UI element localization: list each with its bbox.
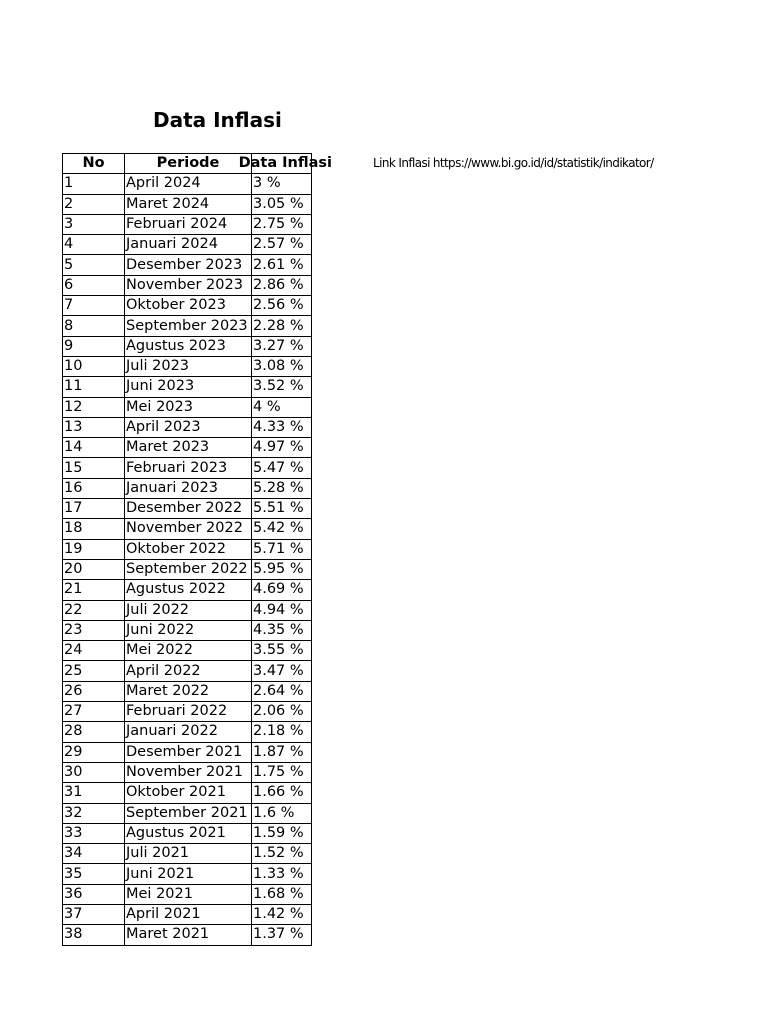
cell-no: 5 [63, 255, 125, 275]
cell-inflasi: 1.42 % [252, 904, 312, 924]
cell-no: 34 [63, 844, 125, 864]
cell-no: 13 [63, 417, 125, 437]
cell-periode: September 2021 [125, 803, 252, 823]
cell-inflasi: 2.18 % [252, 722, 312, 742]
table-row [63, 661, 312, 681]
cell-periode: April 2024 [125, 174, 252, 194]
cell-inflasi: 2.75 % [252, 214, 312, 234]
table-body [63, 174, 312, 945]
table-row [63, 417, 312, 437]
cell-no: 36 [63, 884, 125, 904]
cell-periode: Juni 2022 [125, 620, 252, 640]
cell-inflasi: 2.06 % [252, 702, 312, 722]
inflation-table [62, 153, 332, 946]
cell-inflasi: 4.94 % [252, 600, 312, 620]
table-row [63, 904, 312, 924]
table-row [63, 214, 312, 234]
cell-inflasi: 2.56 % [252, 296, 312, 316]
header-periode: Periode [125, 154, 252, 174]
cell-no: 16 [63, 478, 125, 498]
cell-no: 38 [63, 925, 125, 945]
cell-periode: Juli 2022 [125, 600, 252, 620]
table-row [63, 296, 312, 316]
cell-inflasi: 1.75 % [252, 762, 312, 782]
cell-periode: Februari 2024 [125, 214, 252, 234]
cell-periode: Februari 2023 [125, 458, 252, 478]
cell-periode: Agustus 2023 [125, 336, 252, 356]
cell-periode: Juli 2021 [125, 844, 252, 864]
cell-periode: Desember 2021 [125, 742, 252, 762]
cell-periode: Januari 2022 [125, 722, 252, 742]
cell-no: 8 [63, 316, 125, 336]
cell-inflasi: 1.66 % [252, 783, 312, 803]
cell-periode: Mei 2021 [125, 884, 252, 904]
header-no: No [63, 154, 125, 174]
cell-no: 18 [63, 519, 125, 539]
table-row [63, 620, 312, 640]
cell-periode: Maret 2022 [125, 681, 252, 701]
cell-periode: Desember 2023 [125, 255, 252, 275]
cell-inflasi: 5.47 % [252, 458, 312, 478]
link-url[interactable]: https://www.bi.go.id/id/statistik/indikator/ [432, 156, 654, 170]
cell-periode: Januari 2023 [125, 478, 252, 498]
table-row [63, 722, 312, 742]
table-row [63, 174, 312, 194]
table-row [63, 702, 312, 722]
cell-inflasi: 5.71 % [252, 539, 312, 559]
cell-no: 23 [63, 620, 125, 640]
cell-no: 35 [63, 864, 125, 884]
table-row [63, 783, 312, 803]
cell-periode: Januari 2024 [125, 235, 252, 255]
table-row [63, 641, 312, 661]
cell-inflasi: 3.47 % [252, 661, 312, 681]
table-row [63, 681, 312, 701]
table-row [63, 925, 312, 945]
cell-no: 21 [63, 580, 125, 600]
cell-inflasi: 3.52 % [252, 377, 312, 397]
cell-periode: November 2023 [125, 275, 252, 295]
cell-inflasi: 5.95 % [252, 559, 312, 579]
cell-periode: September 2022 [125, 559, 252, 579]
table-row [63, 235, 312, 255]
table-row [63, 194, 312, 214]
cell-no: 1 [63, 174, 125, 194]
cell-periode: April 2021 [125, 904, 252, 924]
table-row [63, 539, 312, 559]
cell-inflasi: 5.51 % [252, 499, 312, 519]
table-row [63, 844, 312, 864]
cell-no: 14 [63, 438, 125, 458]
cell-periode: Maret 2023 [125, 438, 252, 458]
cell-no: 33 [63, 823, 125, 843]
cell-no: 6 [63, 275, 125, 295]
table-row [63, 884, 312, 904]
table-row [63, 823, 312, 843]
cell-periode: Maret 2024 [125, 194, 252, 214]
cell-periode: Oktober 2023 [125, 296, 252, 316]
cell-inflasi: 4 % [252, 397, 312, 417]
cell-no: 20 [63, 559, 125, 579]
cell-periode: April 2022 [125, 661, 252, 681]
cell-inflasi: 1.52 % [252, 844, 312, 864]
cell-inflasi: 5.42 % [252, 519, 312, 539]
table-row [63, 519, 312, 539]
table-row [63, 316, 312, 336]
cell-inflasi: 1.37 % [252, 925, 312, 945]
cell-inflasi: 4.97 % [252, 438, 312, 458]
cell-no: 2 [63, 194, 125, 214]
cell-inflasi: 3.08 % [252, 356, 312, 376]
table-row [63, 803, 312, 823]
table-row [63, 864, 312, 884]
cell-no: 22 [63, 600, 125, 620]
cell-no: 29 [63, 742, 125, 762]
cell-no: 7 [63, 296, 125, 316]
table-row [63, 559, 312, 579]
cell-periode: Agustus 2022 [125, 580, 252, 600]
table-row [63, 275, 312, 295]
cell-periode: Oktober 2022 [125, 539, 252, 559]
header-data-inflasi [238, 154, 332, 174]
cell-periode: Oktober 2021 [125, 783, 252, 803]
cell-inflasi: 5.28 % [252, 478, 312, 498]
table-row [63, 336, 312, 356]
cell-no: 26 [63, 681, 125, 701]
cell-no: 17 [63, 499, 125, 519]
cell-inflasi: 4.35 % [252, 620, 312, 640]
cell-periode: Juli 2023 [125, 356, 252, 376]
cell-no: 25 [63, 661, 125, 681]
cell-no: 12 [63, 397, 125, 417]
table-row [63, 742, 312, 762]
cell-inflasi: 1.6 % [252, 803, 312, 823]
cell-periode: Juni 2021 [125, 864, 252, 884]
cell-no: 30 [63, 762, 125, 782]
cell-no: 19 [63, 539, 125, 559]
cell-inflasi: 3 % [252, 174, 312, 194]
cell-no: 27 [63, 702, 125, 722]
cell-periode: Mei 2022 [125, 641, 252, 661]
table-row [63, 458, 312, 478]
cell-no: 4 [63, 235, 125, 255]
cell-periode: Maret 2021 [125, 925, 252, 945]
table-row [63, 580, 312, 600]
table-row [63, 356, 312, 376]
cell-no: 28 [63, 722, 125, 742]
cell-periode: September 2023 [125, 316, 252, 336]
table-row [63, 762, 312, 782]
cell-inflasi: 2.28 % [252, 316, 312, 336]
cell-no: 24 [63, 641, 125, 661]
cell-periode: Mei 2023 [125, 397, 252, 417]
cell-inflasi: 2.64 % [252, 681, 312, 701]
cell-inflasi: 1.59 % [252, 823, 312, 843]
cell-inflasi: 2.57 % [252, 235, 312, 255]
table-row [63, 499, 312, 519]
cell-no: 10 [63, 356, 125, 376]
cell-periode: Agustus 2021 [125, 823, 252, 843]
cell-periode: Juni 2023 [125, 377, 252, 397]
cell-inflasi: 1.68 % [252, 884, 312, 904]
cell-inflasi: 4.69 % [252, 580, 312, 600]
table-row [63, 397, 312, 417]
cell-periode: Desember 2022 [125, 499, 252, 519]
cell-inflasi: 2.86 % [252, 275, 312, 295]
cell-periode: Februari 2022 [125, 702, 252, 722]
cell-no: 9 [63, 336, 125, 356]
cell-periode: November 2021 [125, 762, 252, 782]
cell-inflasi: 3.55 % [252, 641, 312, 661]
table-row [63, 600, 312, 620]
cell-inflasi: 4.33 % [252, 417, 312, 437]
cell-no: 15 [63, 458, 125, 478]
table-row [63, 478, 312, 498]
header-data-inflasi-text: Data Inflasi [238, 155, 332, 171]
page-title: Data Inflasi [153, 108, 282, 132]
table-header-row [63, 154, 312, 174]
cell-no: 3 [63, 214, 125, 234]
cell-inflasi: 2.61 % [252, 255, 312, 275]
cell-no: 37 [63, 904, 125, 924]
cell-inflasi: 1.33 % [252, 864, 312, 884]
cell-periode: November 2022 [125, 519, 252, 539]
cell-no: 31 [63, 783, 125, 803]
cell-no: 11 [63, 377, 125, 397]
cell-no: 32 [63, 803, 125, 823]
cell-periode: April 2023 [125, 417, 252, 437]
cell-inflasi: 3.27 % [252, 336, 312, 356]
cell-inflasi: 3.05 % [252, 194, 312, 214]
table-row [63, 377, 312, 397]
table-row [63, 255, 312, 275]
inflation-link-note[interactable] [373, 153, 675, 173]
link-label: Link Inflasi [373, 156, 430, 170]
table-row [63, 438, 312, 458]
cell-inflasi: 1.87 % [252, 742, 312, 762]
